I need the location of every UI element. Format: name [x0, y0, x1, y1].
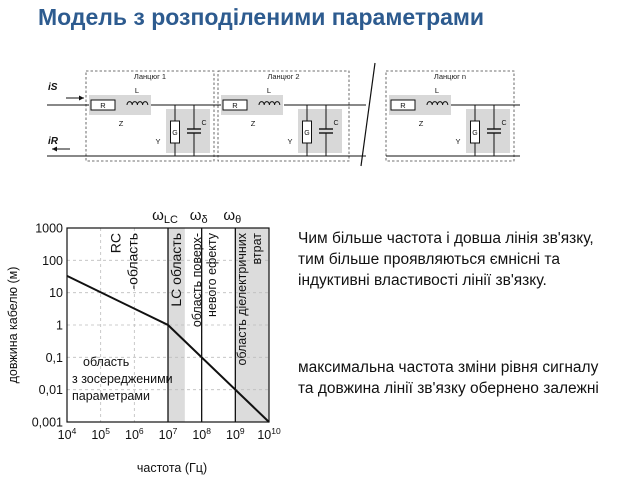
- lumped-region-label: параметрами: [72, 389, 150, 403]
- is-arrow-head: [79, 96, 84, 101]
- x-tick-label: $10^4$: [57, 426, 77, 442]
- g-label: G: [172, 130, 178, 137]
- skin-effect-region-label: невого ефекту: [204, 233, 219, 317]
- omega-delta-label: $\omega_\delta$: [189, 207, 208, 226]
- dielectric-loss-region-label: область діелектричних: [234, 233, 249, 366]
- y-tick-label: 0,01: [38, 383, 63, 398]
- frequency-length-chart: [0, 198, 300, 480]
- chain-2-label: Ланцюг 2: [267, 72, 300, 81]
- rc-region-label: -область: [124, 233, 141, 290]
- omega-lc-label: $\omega_{LC}$: [152, 207, 178, 226]
- chain-n-label: Ланцюг n: [433, 72, 467, 81]
- g-label: G: [304, 130, 310, 137]
- r-label: R: [232, 101, 238, 110]
- l-label: L: [434, 86, 440, 95]
- z-label: Z: [250, 119, 256, 128]
- x-tick-label: $10^9$: [226, 426, 245, 442]
- rc-region-label: RC: [107, 233, 124, 254]
- l-label: L: [134, 86, 140, 95]
- y-tick-label: 0,1: [45, 350, 63, 365]
- y-tick-label: 10: [49, 286, 63, 301]
- c-label: C: [501, 120, 507, 127]
- page-title: Модель з розподіленими параметрами: [38, 4, 485, 30]
- y-tick-label: 0,001: [31, 415, 63, 430]
- y-label: Y: [455, 137, 461, 146]
- y-label: Y: [287, 137, 293, 146]
- ir-label: iR: [48, 136, 58, 147]
- is-label: iS: [48, 82, 58, 93]
- x-tick-label: $10^7$: [158, 426, 178, 442]
- y-tick-label: 1000: [35, 221, 63, 236]
- y-axis-title: довжина кабелю (м): [6, 266, 20, 384]
- r-label: R: [100, 101, 106, 110]
- x-tick-label: $10^8$: [192, 426, 211, 442]
- y-tick-label: 100: [42, 253, 63, 268]
- omega-theta-label: $\omega_\theta$: [223, 207, 242, 226]
- l-label: L: [266, 86, 272, 95]
- z-label: Z: [418, 119, 424, 128]
- x-tick-label: $10^6$: [125, 426, 144, 442]
- lumped-region-label: область: [83, 355, 130, 369]
- lumped-region-label: з зосередженими: [72, 372, 173, 386]
- z-label: Z: [118, 119, 124, 128]
- break-slash: [361, 63, 375, 166]
- x-tick-label: $10^5$: [91, 426, 110, 442]
- skin-effect-region-label: область поверх-: [189, 233, 204, 328]
- lc-region-label: LC область: [167, 233, 184, 307]
- r-label: R: [400, 101, 406, 110]
- ir-arrow-head: [52, 147, 57, 152]
- paragraph-capacitive-inductive: Чим більше частота і довша лінія зв'язку, тим більше проявляються ємнісні та індуктивні властивості лінії зв'язку.: [298, 230, 594, 289]
- y-tick-label: 1: [56, 318, 63, 333]
- chain-1-label: Ланцюг 1: [133, 72, 167, 81]
- c-label: C: [201, 120, 207, 127]
- dielectric-loss-region-label: втрат: [249, 233, 264, 265]
- x-axis-title: частота (Гц): [136, 461, 208, 475]
- paragraph-inverse-relation: максимальна частота зміни рівня сигналу та довжина лінії зв'язку обернено залежні: [298, 359, 599, 397]
- g-label: G: [472, 130, 478, 137]
- c-label: C: [333, 120, 339, 127]
- y-label: Y: [155, 137, 161, 146]
- distributed-line-circuit: [0, 58, 626, 170]
- x-tick-label: $10^{10}$: [257, 426, 281, 442]
